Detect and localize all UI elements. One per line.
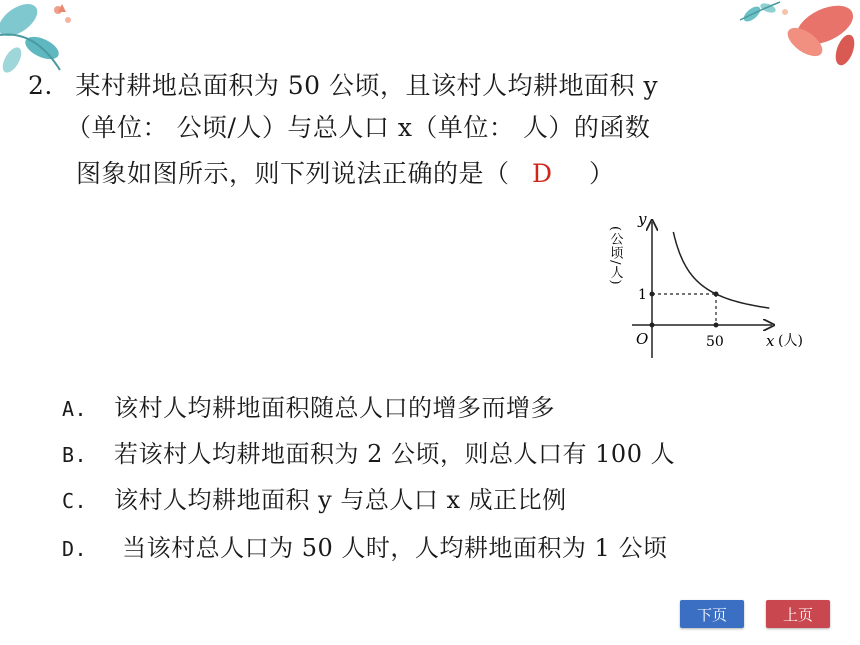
origin-marker <box>650 323 655 328</box>
question-number: 2. <box>28 71 53 100</box>
option-d-text: 当该村总人口为 50 人时，人均耕地面积为 1 公顷 <box>114 534 668 562</box>
option-c[interactable] <box>62 480 567 521</box>
option-b-text: 若该村人均耕地面积为 2 公顷，则总人口有 100 人 <box>114 440 676 468</box>
point-marker <box>714 292 719 297</box>
top-right-foliage-decoration <box>730 0 860 70</box>
option-d[interactable] <box>62 528 667 569</box>
y-axis-label: y <box>638 210 647 228</box>
option-c-text: 该村人均耕地面积 y 与总人口 x 成正比例 <box>114 486 567 514</box>
option-b-letter: B. <box>62 443 88 467</box>
y-tick-label: 1 <box>638 287 647 303</box>
x-tick-label: 50 <box>706 334 724 350</box>
question-text-1: 某村耕地总面积为 50 公顷，且该村人均耕地面积 y <box>75 71 659 100</box>
answer-text: D <box>531 159 553 188</box>
y-unit-label: (公顷/人) <box>607 226 623 286</box>
y-tick-marker <box>650 292 655 297</box>
origin-label: O <box>636 330 649 348</box>
x-unit-label: (人) <box>778 333 803 349</box>
inverse-function-graph <box>590 210 840 360</box>
question-text-2: （单位： 公顷/人）与总人口 x（单位： 人）的函数 <box>66 113 651 142</box>
question-line-2 <box>66 108 650 148</box>
option-a-letter: A. <box>62 397 88 421</box>
question-text-3-end: ） <box>588 159 615 188</box>
option-a-text: 该村人均耕地面积随总人口的增多而增多 <box>114 394 555 422</box>
previous-page-button[interactable]: 上页 <box>766 600 830 628</box>
next-page-button[interactable]: 下页 <box>680 600 744 628</box>
hyperbola-curve <box>673 232 769 308</box>
question-line-1 <box>28 66 658 106</box>
x-axis-label: x <box>766 332 775 350</box>
option-b[interactable] <box>62 434 675 475</box>
question-text-3: 图象如图所示，则下列说法正确的是（ <box>76 159 510 188</box>
x-tick-marker <box>714 323 719 328</box>
option-d-letter: D. <box>62 537 88 561</box>
option-a[interactable] <box>62 388 555 429</box>
option-c-letter: C. <box>62 489 88 513</box>
question-line-3 <box>76 154 614 194</box>
